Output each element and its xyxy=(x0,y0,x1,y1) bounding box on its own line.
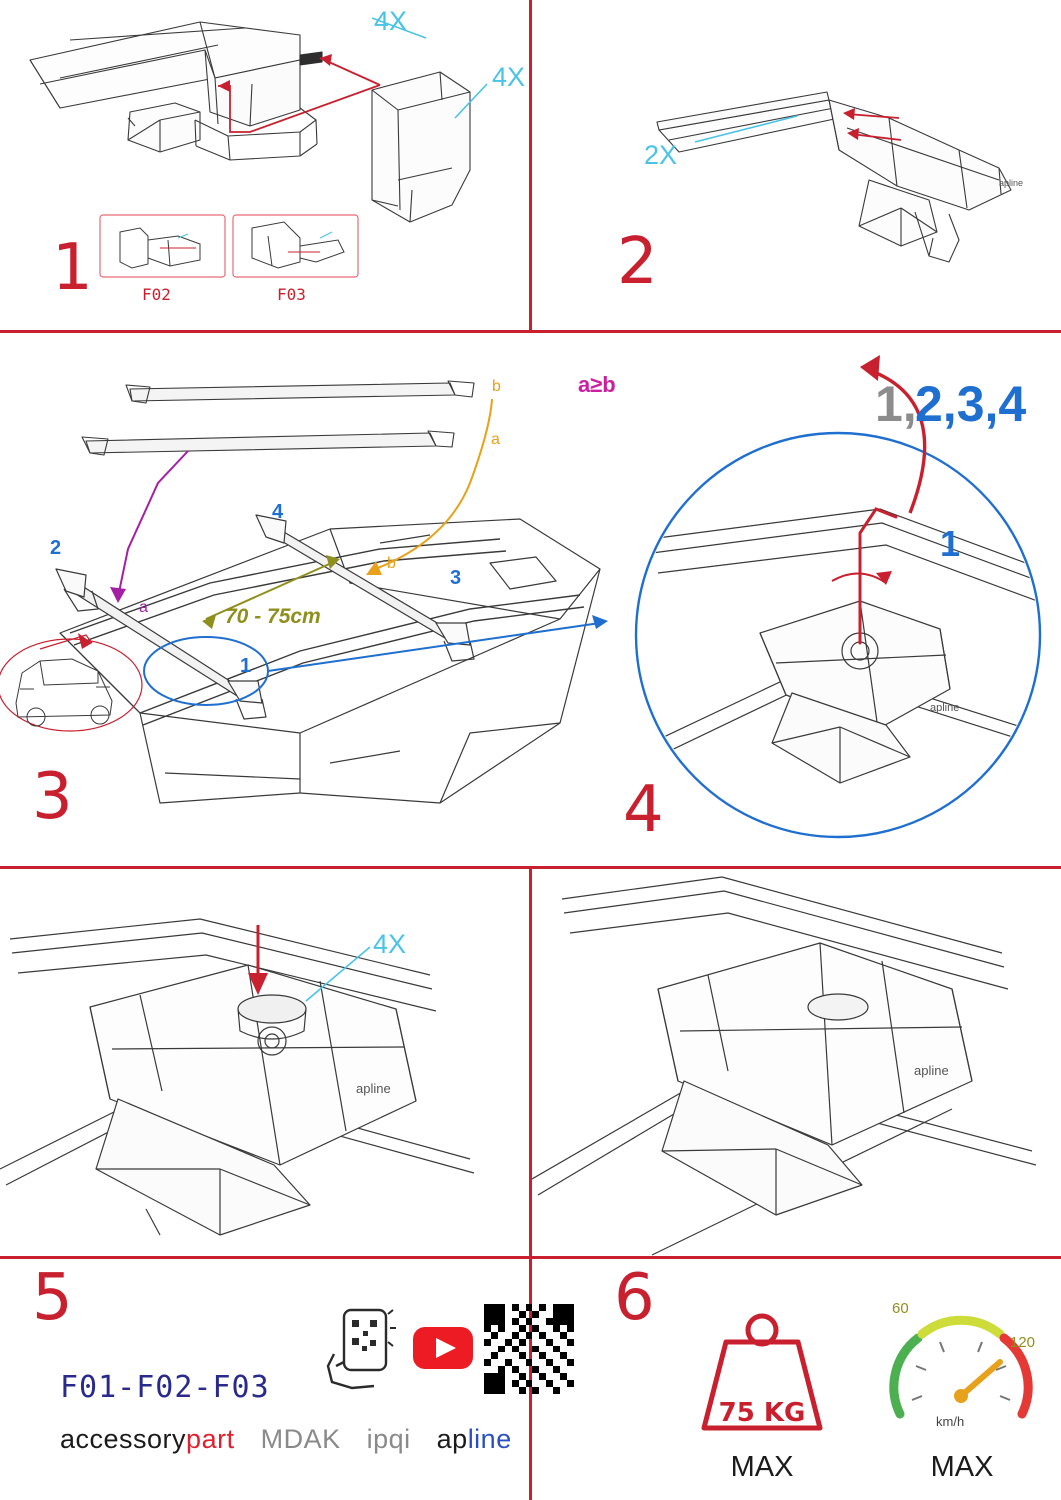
brand-apline-part2: line xyxy=(467,1424,512,1454)
svg-text:apline: apline xyxy=(914,1063,949,1078)
step-2-illustration xyxy=(529,0,1061,330)
brand-accessorypart-part2: part xyxy=(186,1424,235,1454)
step3-distance: 70 - 75cm xyxy=(225,605,321,628)
step-3-illustration xyxy=(0,333,620,866)
step3-pos-4: 4 xyxy=(272,501,284,523)
step-4-panel xyxy=(610,333,1061,866)
step6-number: 6 xyxy=(614,1261,655,1335)
step-6-panel xyxy=(532,1256,1061,1500)
step1-number: 1 xyxy=(52,231,93,305)
step1-qty-top: 4X xyxy=(374,6,408,36)
speed-unit: km/h xyxy=(936,1414,965,1429)
step-5-panel xyxy=(0,869,529,1256)
brand-apline xyxy=(437,1424,512,1455)
step2-qty: 2X xyxy=(644,140,678,170)
speed-tick-min: 60 xyxy=(892,1300,909,1317)
scan-phone-icon xyxy=(322,1306,396,1398)
step4-order-blue: 2,3,4 xyxy=(915,376,1027,432)
svg-text:apline: apline xyxy=(356,1081,391,1096)
svg-text:apline: apline xyxy=(999,178,1024,188)
brand-accessorypart-part1: accessory xyxy=(60,1424,187,1454)
step3-bar-a: a xyxy=(491,431,500,448)
speed-max-label: MAX xyxy=(930,1451,994,1483)
step3-pos-1: 1 xyxy=(240,655,252,677)
step1-qty-right: 4X xyxy=(492,62,526,92)
step-1-panel xyxy=(0,0,529,330)
step-3-panel xyxy=(0,333,620,866)
brand-accessorypart xyxy=(60,1424,235,1455)
brand-row xyxy=(60,1424,512,1455)
speed-tick-max: 120 xyxy=(1010,1334,1036,1351)
step-5-illustration xyxy=(0,869,529,1256)
brand-ipqi xyxy=(367,1424,411,1455)
step5-qty: 4X xyxy=(373,929,407,959)
step4-order-gray: 1, xyxy=(875,376,917,432)
step2-number: 2 xyxy=(617,225,658,299)
step3-rule: a≥b xyxy=(578,372,616,397)
step3-bar-b: b xyxy=(492,378,501,395)
weight-max-label: MAX xyxy=(730,1451,794,1483)
step4-number: 4 xyxy=(623,773,664,847)
step5-number: 5 xyxy=(32,1261,73,1335)
brand-mdak-part2: AK xyxy=(303,1424,341,1454)
step-5-result-illustration xyxy=(532,869,1061,1256)
footer-left-panel xyxy=(0,1256,529,1500)
brand-apline-part1: ap xyxy=(436,1424,468,1454)
step-5-result-panel xyxy=(532,869,1061,1256)
step-2-panel xyxy=(529,0,1061,330)
step3-pos-3: 3 xyxy=(450,567,462,589)
step3-pos-2: 2 xyxy=(50,537,62,559)
weight-value: 75 KG xyxy=(718,1398,806,1428)
brand-ipqi-part1: ipqi xyxy=(366,1424,411,1454)
youtube-icon[interactable] xyxy=(412,1326,474,1370)
step1-variant-f03: F03 xyxy=(277,285,306,304)
step1-variant-f02: F02 xyxy=(142,285,171,304)
step3-roof-a: a xyxy=(139,599,148,616)
step4-callout: 1 xyxy=(940,523,961,564)
svg-text:apline: apline xyxy=(930,702,960,714)
step3-roof-b: b xyxy=(387,555,396,572)
step3-number: 3 xyxy=(32,760,73,834)
product-codes: F01-F02-F03 xyxy=(60,1370,270,1405)
brand-mdak xyxy=(261,1424,341,1455)
brand-mdak-part1: MD xyxy=(260,1424,304,1454)
